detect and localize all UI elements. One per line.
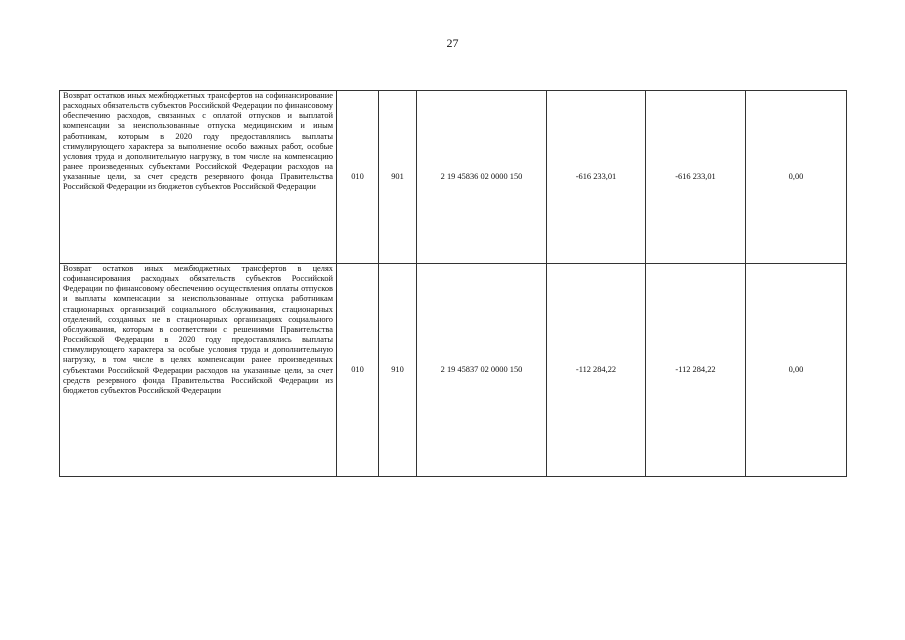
row-code: 010 bbox=[337, 91, 379, 264]
row-budget-classification-code: 2 19 45836 02 0000 150 bbox=[417, 91, 547, 264]
row-value-1: -112 284,22 bbox=[547, 264, 646, 477]
row-admin-code: 901 bbox=[379, 91, 417, 264]
table-row bbox=[60, 91, 847, 264]
budget-table bbox=[59, 90, 847, 477]
row-value-3: 0,00 bbox=[746, 91, 847, 264]
page-number: 27 bbox=[446, 36, 459, 50]
row-value-3: 0,00 bbox=[746, 264, 847, 477]
table-row bbox=[60, 264, 847, 477]
row-description: Возврат остатков иных межбюджетных трансфертов на софинансирование расходных обязательств субъектов Российской Федерации по финансовому обеспечению расходов, связанных с оплатой отпусков и выплатой компенсации за неиспользованные отпуска медицинским и иным работникам, которым в 2020 году предоставлялись выплаты стимулирующего характера за выполнение особо важных работ, особые условия труда и дополнительную нагрузку, в том числе на компенсацию ранее произведенных субъектами Российской Федерации расходов на указанные цели, за счет средств резервного фонда Правительства Российской Федерации из бюджетов субъектов Российской Федерации bbox=[60, 91, 337, 264]
row-admin-code: 910 bbox=[379, 264, 417, 477]
row-value-2: -112 284,22 bbox=[646, 264, 746, 477]
row-value-2: -616 233,01 bbox=[646, 91, 746, 264]
row-description: Возврат остатков иных межбюджетных трансфертов в целях софинансирования расходных обязательств субъектов Российской Федерации по финансовому обеспечению осуществления оплаты отпусков и выплаты компенсации за неиспользованные отпуска работникам стационарных организаций социального обслуживания, стационарных отделений, созданных не в стационарных организациях социального обслуживания, которым в соответствии с решениями Правительства Российской Федерации в 2020 году предоставлялись выплаты стимулирующего характера за особые условия труда и дополнительную нагрузку, в том числе в целях компенсации ранее произведенных субъектами Российской Федерации расходов на указанные цели, за счет средств резервного фонда Правительства Российской Федерации из бюджетов субъектов Российской Федерации bbox=[60, 264, 337, 477]
row-budget-classification-code: 2 19 45837 02 0000 150 bbox=[417, 264, 547, 477]
row-value-1: -616 233,01 bbox=[547, 91, 646, 264]
row-code: 010 bbox=[337, 264, 379, 477]
